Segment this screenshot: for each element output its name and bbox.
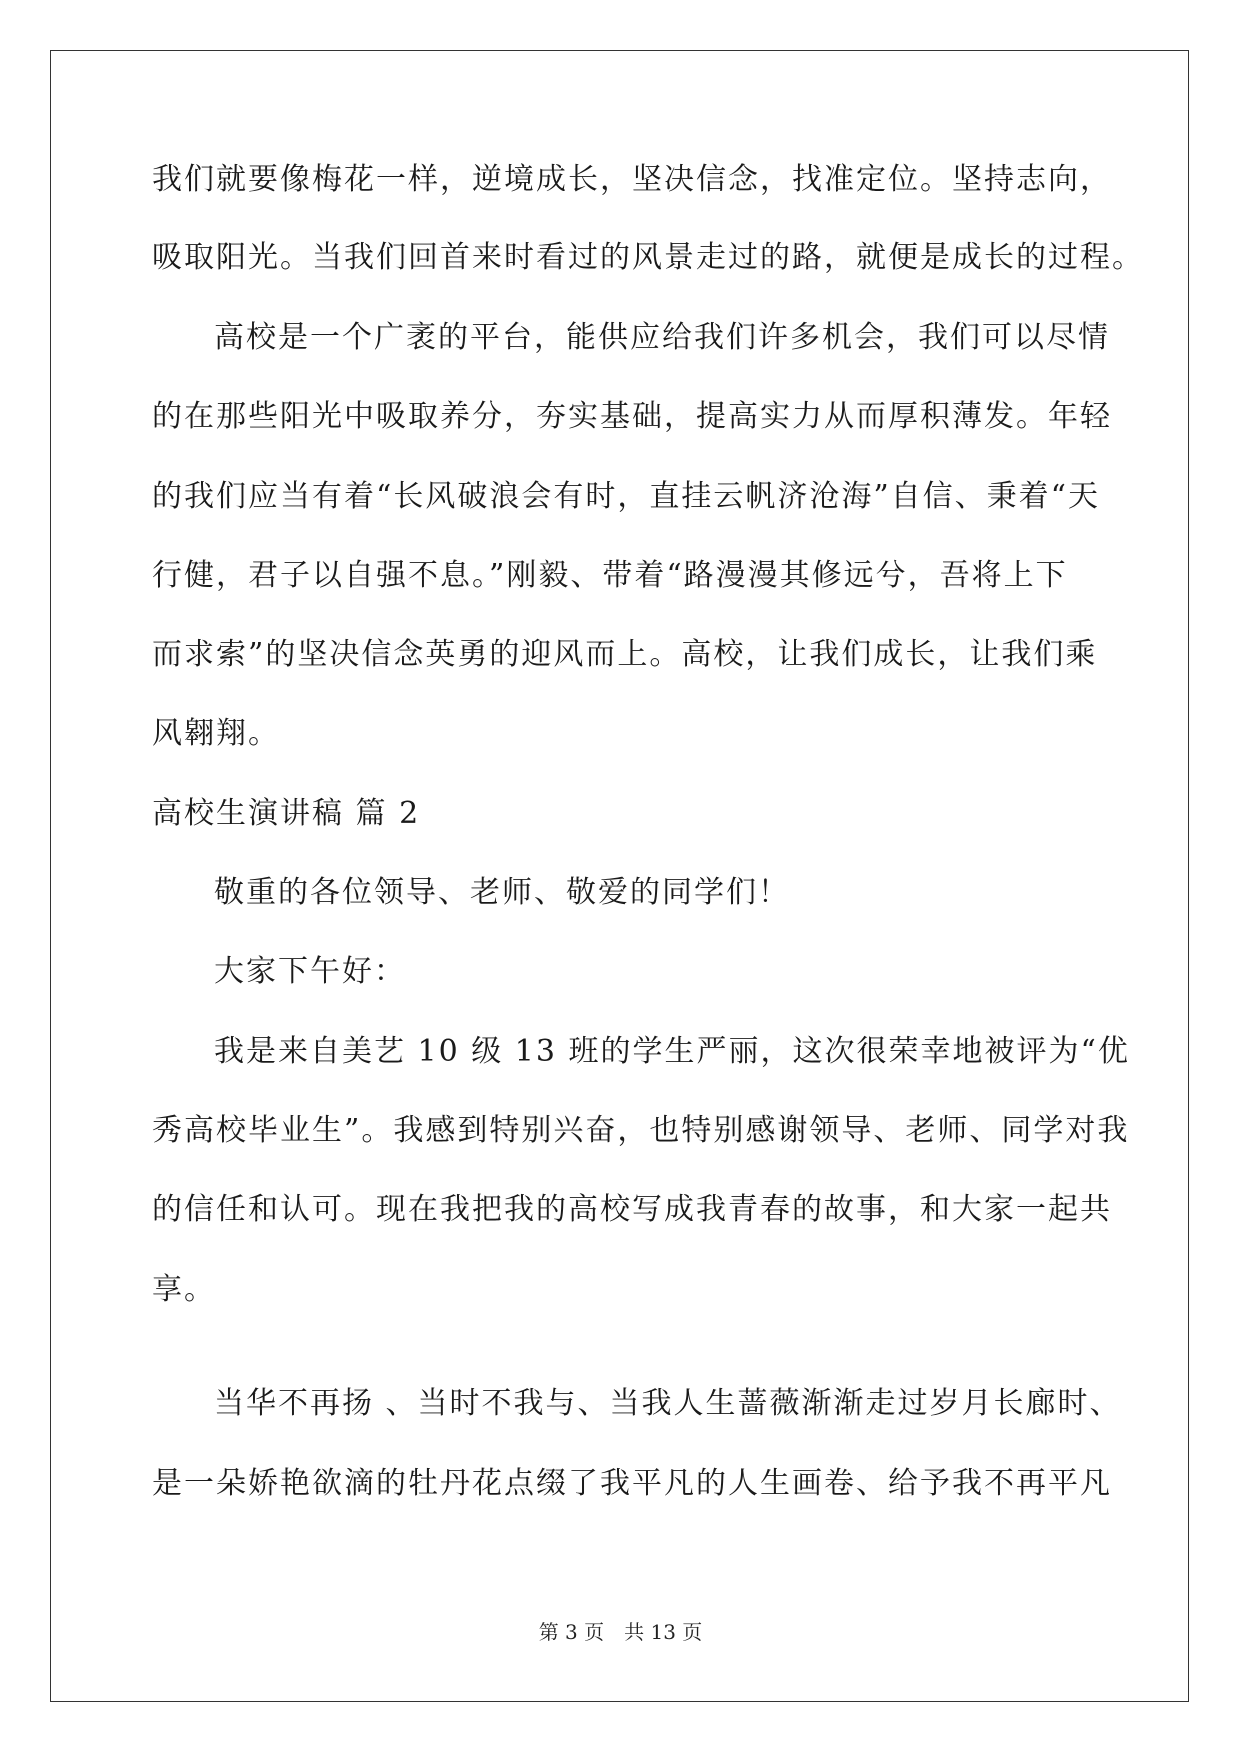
page-number-footer: 第 3 页 共 13 页 [538,1620,703,1644]
section-heading: 高校生演讲稿 篇 2 [152,796,421,831]
body-line: 秀高校毕业生”。我感到特别兴奋，也特别感谢领导、老师、同学对我 [152,1113,1130,1148]
body-line: 而求索”的坚决信念英勇的迎风而上。高校，让我们成长，让我们乘 [152,637,1098,672]
body-line: 是一朵娇艳欲滴的牡丹花点缀了我平凡的人生画卷、给予我不再平凡 [152,1466,1112,1501]
body-line: 高校是一个广袤的平台，能供应给我们许多机会，我们可以尽情 [214,320,1110,355]
body-line: 当华不再扬 、当时不我与、当我人生蔷薇渐渐走过岁月长廊时、 [214,1386,1122,1421]
body-line: 享。 [152,1272,216,1307]
body-line: 行健，君子以自强不息。”刚毅、带着“路漫漫其修远兮，吾将上下 [152,558,1068,593]
body-line: 大家下午好： [214,954,406,989]
body-line: 的我们应当有着“长风破浪会有时，直挂云帆济沧海”自信、秉着“天 [152,479,1101,514]
body-line: 的信任和认可。现在我把我的高校写成我青春的故事，和大家一起共 [152,1192,1112,1227]
body-line: 我是来自美艺 10 级 13 班的学生严丽，这次很荣幸地被评为“优 [214,1034,1130,1069]
body-line: 的在那些阳光中吸取养分，夯实基础，提高实力从而厚积薄发。年轻 [152,399,1112,434]
body-line: 风翱翔。 [152,716,280,751]
body-line: 吸取阳光。当我们回首来时看过的风景走过的路，就便是成长的过程。 [152,240,1144,275]
body-line: 敬重的各位领导、老师、敬爱的同学们！ [214,875,790,910]
body-line: 我们就要像梅花一样，逆境成长，坚决信念，找准定位。坚持志向， [152,162,1112,197]
